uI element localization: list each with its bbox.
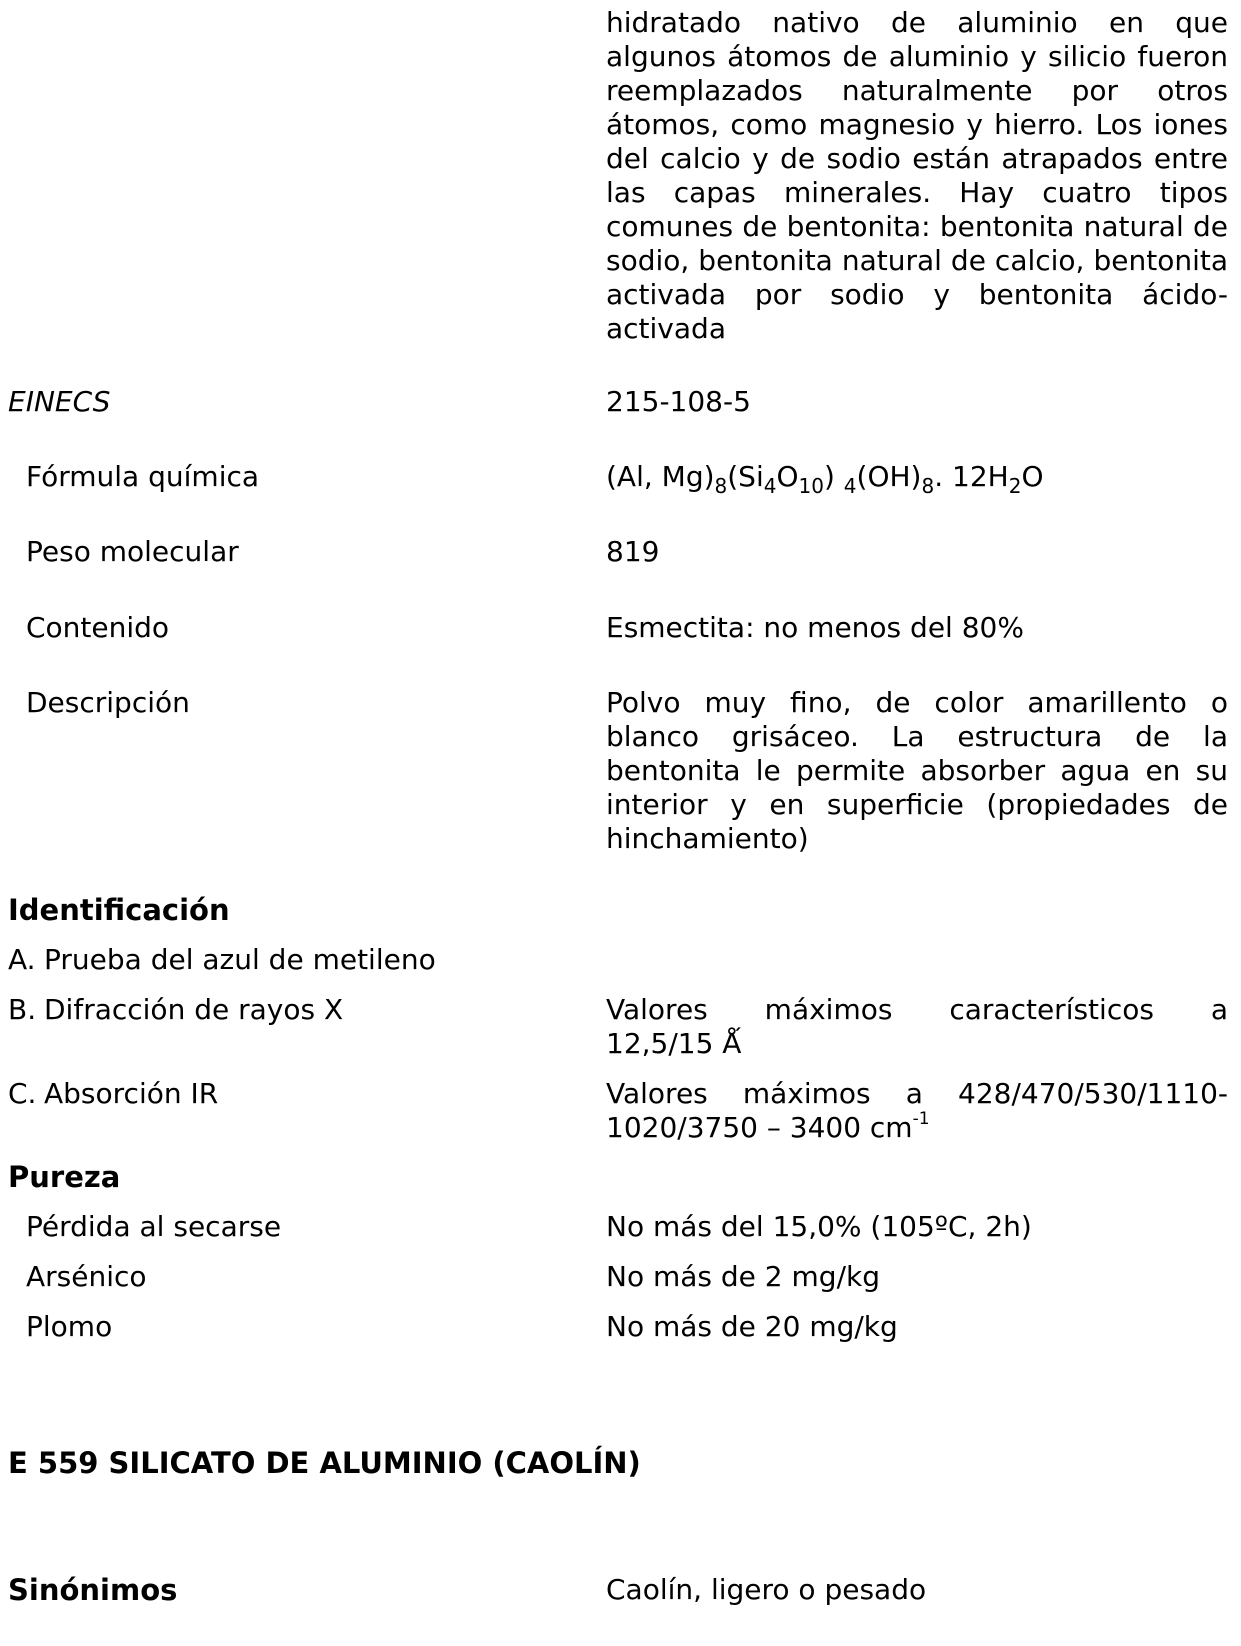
value-line [606, 1111, 1228, 1149]
formula-subscript: 8 [921, 474, 935, 498]
molecular-weight-label: Peso molecular [26, 535, 239, 568]
value-line: 12,5/15 Ǻ [606, 1027, 742, 1060]
arsenic-label: Arsénico [26, 1260, 147, 1293]
formula-part: (OH) [856, 460, 922, 493]
formula-part: (Al, Mg) [606, 460, 715, 493]
content-label: Contenido [26, 611, 170, 644]
formula-subscript: 10 [798, 474, 824, 498]
lead-value: No más de 20 mg/kg [606, 1310, 898, 1343]
identification-heading: Identificación [8, 893, 230, 927]
item-label: Difracción de rayos X [44, 993, 344, 1026]
definition-continuation-text: hidratado nativo de aluminio en que algunos átomos de aluminio y silicio fueron reemplazados naturalmente por otros átomos, como magnesio y hierro. Los iones del calcio y de sodio están atrapados entre las capas minerales. Hay cuatro tipos comunes de bentonita: bentonita natural de sodio, bentonita natural de calcio, bentonita activada por sodio y bentonita ácido-activada [606, 6, 1228, 345]
loss-on-drying-label: Pérdida al secarse [26, 1210, 282, 1243]
value-line: Valores máximos a 428/470/530/1110- [606, 1077, 1228, 1110]
formula-part: . 12H [934, 460, 1009, 493]
einecs-label: EINECS [8, 385, 111, 418]
synonyms-label: Sinónimos [8, 1573, 178, 1607]
loss-on-drying-value: No más del 15,0% (105ºC, 2h) [606, 1210, 1032, 1243]
description-value: Polvo muy fino, de color amarillento o blanco grisáceo. La estructura de la bentonita le permite absorber agua en su interior y en superficie (propiedades de hinchamiento) [606, 686, 1228, 855]
einecs-value: 215-108-5 [606, 385, 751, 418]
item-letter: A. [8, 943, 36, 976]
molecular-weight-value: 819 [606, 535, 660, 568]
formula-part: (Si [727, 460, 764, 493]
formula-value [606, 460, 1228, 496]
identification-c-value [606, 1077, 1228, 1149]
formula-subscript: 8 [714, 474, 728, 498]
section-title: E 559 SILICATO DE ALUMINIO (CAOLÍN) [8, 1446, 641, 1480]
formula-subscript: 4 [763, 474, 777, 498]
purity-heading: Pureza [8, 1160, 121, 1194]
formula-part: ) [823, 460, 844, 493]
item-label: Prueba del azul de metileno [44, 943, 436, 976]
formula-part: O [1021, 460, 1044, 493]
formula-part: O [776, 460, 799, 493]
item-letter: B. [8, 993, 37, 1026]
lead-label: Plomo [26, 1310, 113, 1343]
formula-subscript: 4 [843, 474, 857, 498]
identification-item-b [8, 993, 343, 1027]
synonyms-value: Caolín, ligero o pesado [606, 1573, 927, 1606]
value-text: 1020/3750 – 3400 cm [606, 1111, 913, 1144]
identification-item-c [8, 1077, 218, 1111]
content-value: Esmectita: no menos del 80% [606, 611, 1024, 644]
formula-label: Fórmula química [26, 460, 260, 493]
arsenic-value: No más de 2 mg/kg [606, 1260, 880, 1293]
formula-subscript: 2 [1008, 474, 1022, 498]
value-superscript: -1 [912, 1109, 930, 1129]
description-label: Descripción [26, 686, 190, 719]
identification-item-a [8, 943, 436, 977]
item-label: Absorción IR [44, 1077, 219, 1110]
item-letter: C. [8, 1077, 37, 1110]
value-line: Valores máximos característicos a [606, 993, 1228, 1026]
identification-b-value [606, 993, 1228, 1061]
